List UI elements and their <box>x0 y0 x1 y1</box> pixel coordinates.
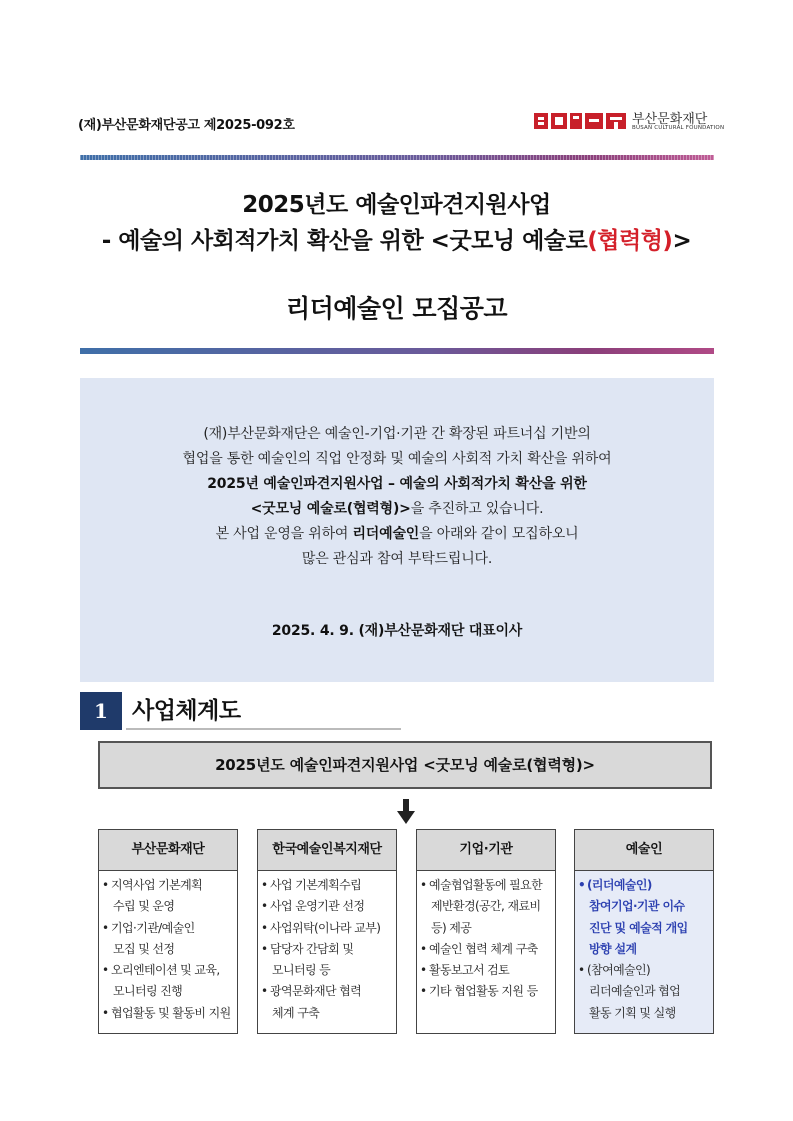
list-item-cont: 등) 제공 <box>431 920 472 935</box>
list-item: • 오리엔테이션 및 교육, <box>102 960 235 981</box>
list-item-cont: 리더예술인과 협업 <box>589 984 681 999</box>
list-item-cont: 모니터링 진행 <box>113 984 183 999</box>
title-divider <box>80 348 714 354</box>
intro-signature: 2025. 4. 9. (재)부산문화재단 대표이사 <box>271 623 523 639</box>
intro-line-4-rest: 을 추진하고 있습니다. <box>410 501 544 517</box>
intro-line-2: 협업을 통한 예술인의 직업 안정화 및 예술의 사회적 가치 확산을 위하여 <box>182 451 612 467</box>
title-highlight: (협력형) <box>587 228 673 254</box>
header-divider <box>80 155 714 160</box>
list-item-cont: 모집 및 선정 <box>113 941 175 956</box>
list-item: • 예술협업활동에 필요한 <box>420 875 553 896</box>
title-line-1: 2025년도 예술인파견지원사업 <box>242 192 551 218</box>
list-item: • 광역문화재단 협력 <box>261 981 394 1002</box>
list-item: • 활동보고서 검토 <box>420 960 553 981</box>
list-item-cont: 방향 설계 <box>589 941 637 956</box>
list-item-cont: 진단 및 예술적 개입 <box>589 920 688 935</box>
title-line-2 <box>0 222 793 255</box>
title-line-2-prefix: - 예술의 사회적가치 확산을 위한 <굿모닝 예술로 <box>101 228 588 254</box>
list-item: • 지역사업 기본계획 <box>102 875 235 896</box>
section-title: 사업체계도 <box>132 698 241 724</box>
column-head: 한국예술인복지재단 <box>258 830 396 871</box>
column-busan-foundation <box>98 829 238 1034</box>
logo-english-text: BUSAN CULTURAL FOUNDATION <box>632 125 725 131</box>
logo-korean-text: 부산문화재단 <box>632 112 708 127</box>
intro-line-5-pre: 본 사업 운영을 위하여 <box>215 526 353 542</box>
list-item: • 사업 기본계획수립 <box>261 875 394 896</box>
column-company-institution <box>416 829 556 1034</box>
intro-box <box>80 378 714 682</box>
column-artist <box>574 829 714 1034</box>
list-item-cont: 체계 구축 <box>272 1005 320 1020</box>
list-item-cont: 참여기업·기관 이슈 <box>589 899 685 914</box>
foundation-logo <box>534 108 725 134</box>
page-title: 리더예술인 모집공고 <box>285 294 508 323</box>
intro-project-name: <굿모닝 예술로(협력형)> <box>250 501 411 517</box>
list-item: • 담당자 간담회 및 <box>261 939 394 960</box>
intro-line-5-post: 을 아래와 같이 모집하오니 <box>419 526 579 542</box>
column-head: 부산문화재단 <box>99 830 237 871</box>
list-item-cont: 제반환경(공간, 재료비 <box>431 899 541 914</box>
list-item-cont: 수립 및 운영 <box>113 899 175 914</box>
notice-number: (재)부산문화재단공고 제2025-092호 <box>78 118 295 133</box>
section-number: 1 <box>80 692 122 730</box>
intro-line-6: 많은 관심과 참여 부탁드립니다. <box>301 551 493 567</box>
list-item: • 기타 협업활동 지원 등 <box>420 981 553 1002</box>
list-item: • 협업활동 및 활동비 지원 <box>102 1003 235 1024</box>
list-item: • 예술인 협력 체계 구축 <box>420 939 553 960</box>
column-head: 예술인 <box>575 830 713 871</box>
list-item: • 기업·기관/예술인 <box>102 918 235 939</box>
list-item: • 사업위탁(이나라 교부) <box>261 918 394 939</box>
logo-mark-icon <box>534 111 626 131</box>
intro-line-4 <box>80 498 714 518</box>
down-arrow-icon <box>394 799 418 825</box>
intro-line-1: (재)부산문화재단은 예술인-기업·기관 간 확장된 파트너십 기반의 <box>203 426 591 442</box>
column-korea-artist-welfare <box>257 829 397 1034</box>
section-underline <box>126 728 401 730</box>
list-item: • 사업 운영기관 선정 <box>261 896 394 917</box>
list-item-cont: 활동 기획 및 실행 <box>589 1005 676 1020</box>
title-line-2-suffix: > <box>672 228 692 254</box>
intro-leader-artist: 리더예술인 <box>352 526 420 542</box>
list-item-leader: • (리더예술인) <box>578 875 711 896</box>
list-item-participant: • (참여예술인) <box>578 960 711 981</box>
intro-line-3: 2025년 예술인파견지원사업 – 예술의 사회적가치 확산을 위한 <box>207 476 587 492</box>
program-box: 2025년도 예술인파견지원사업 <굿모닝 예술로(협력형)> <box>98 741 712 789</box>
column-head: 기업·기관 <box>417 830 555 871</box>
list-item-cont: 모니터링 등 <box>272 963 331 978</box>
intro-line-5 <box>80 523 714 543</box>
